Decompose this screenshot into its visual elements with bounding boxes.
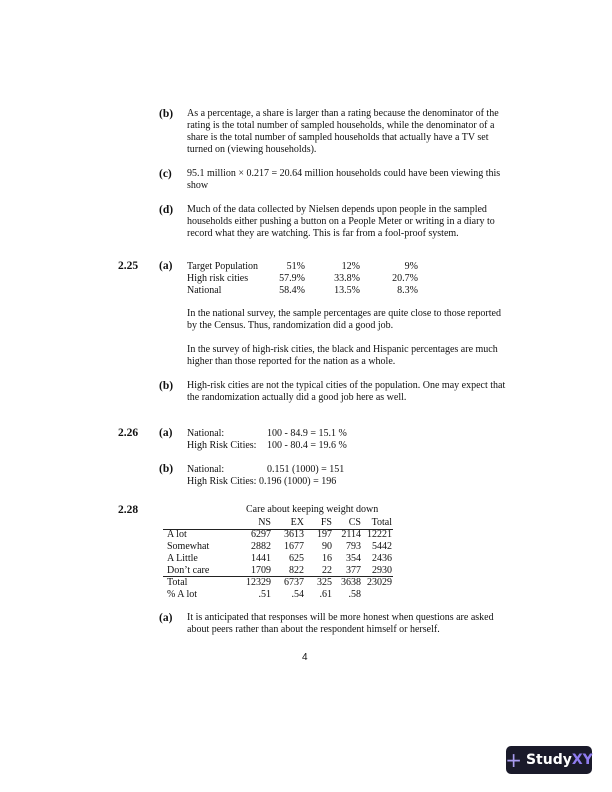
table-cell: CS <box>348 517 361 528</box>
table-cell: 8.3% <box>397 285 418 296</box>
table-cell: 1441 <box>251 553 271 564</box>
table-cell: 1677 <box>284 541 304 552</box>
table-cell: 5442 <box>372 541 392 552</box>
paragraph: 95.1 million × 0.217 = 20.64 million households could have been viewing this show <box>187 168 501 191</box>
table-cell: 377 <box>346 565 361 576</box>
table-cell: 822 <box>289 565 304 576</box>
table-cell: Total <box>371 517 392 528</box>
table-cell: A Little <box>167 553 198 564</box>
paragraph: In the national survey, the sample percentages are quite close to those reported by the Census. Thus, randomization did a good job. <box>187 308 501 331</box>
paragraph: Much of the data collected by Nielsen depends upon people in the sampled households either pushing a button on a People Meter or writing in a diary to record what they are watching. This is far from a fool-proof system. <box>187 204 495 239</box>
part-label: (c) <box>159 168 172 180</box>
table-cell: % A lot <box>167 589 198 600</box>
part-label: (b) <box>159 463 174 475</box>
paragraph: High-risk cities are not the typical cities of the population. One may expect that the randomization actually did a good job here as well. <box>187 380 506 403</box>
value: 100 - 80.4 = 19.6 % <box>267 440 347 451</box>
table-cell: 1709 <box>251 565 271 576</box>
table-cell: NS <box>258 517 271 528</box>
table-cell: Somewhat <box>167 541 210 552</box>
value: 100 - 84.9 = 15.1 % <box>267 428 347 439</box>
table-cell: 22 <box>322 565 332 576</box>
problem-number: 2.25 <box>118 260 139 272</box>
table-cell: EX <box>290 517 304 528</box>
label: National: <box>187 464 225 475</box>
table-cell: 3638 <box>341 577 361 588</box>
table-cell: 197 <box>317 529 332 540</box>
table-cell: 625 <box>289 553 304 564</box>
table-cell: 12329 <box>246 577 271 588</box>
part-label: (a) <box>159 260 173 272</box>
table-cell: .61 <box>319 589 332 600</box>
value: 0.151 (1000) = 151 <box>267 464 345 475</box>
table-cell: Target Population <box>187 261 259 272</box>
paragraph: It is anticipated that responses will be more honest when questions are asked about peers rather than about the respondent himself or herself. <box>187 612 494 635</box>
table-cell: .54 <box>291 589 304 600</box>
table-cell: 793 <box>346 541 361 552</box>
table-cell: 51% <box>286 261 305 272</box>
table-cell: Don’t care <box>167 565 210 576</box>
table-cell: 2882 <box>251 541 271 552</box>
table-cell: 354 <box>346 553 361 564</box>
paragraph: As a percentage, a share is larger than a rating because the denominator of the rating is the total number of sampled households, while the denominator of a share is the total number of sampled households that actually have a TV set turned on (viewing households). <box>187 108 499 155</box>
table-cell: 2930 <box>372 565 392 576</box>
table-cell: 23029 <box>367 577 392 588</box>
problem-number: 2.26 <box>118 427 139 439</box>
table-cell: 58.4% <box>279 285 305 296</box>
label: High Risk Cities: 0.196 (1000) = 196 <box>187 476 337 487</box>
part-label: (b) <box>159 108 174 120</box>
table-cell: 57.9% <box>279 273 305 284</box>
part-label: (a) <box>159 427 173 439</box>
plus-icon: + <box>505 748 522 772</box>
table-cell: 90 <box>322 541 332 552</box>
table-cell: 2436 <box>372 553 392 564</box>
table-cell: .58 <box>348 589 361 600</box>
table-cell: 12221 <box>367 529 392 540</box>
label: National: <box>187 428 225 439</box>
table-cell: 3613 <box>284 529 304 540</box>
table-cell: National <box>187 285 222 296</box>
table-cell: 16 <box>322 553 332 564</box>
part-label: (d) <box>159 204 174 216</box>
table-cell: High risk cities <box>187 273 249 284</box>
table-cell: 20.7% <box>392 273 418 284</box>
part-label: (a) <box>159 612 173 624</box>
table-cell: 13.5% <box>334 285 360 296</box>
table-cell: FS <box>320 517 332 528</box>
table-cell: A lot <box>167 529 187 540</box>
part-label: (b) <box>159 380 174 392</box>
table-cell: 9% <box>404 261 418 272</box>
table-cell: 325 <box>317 577 332 588</box>
label: High Risk Cities: <box>187 440 257 451</box>
table-cell: 12% <box>341 261 360 272</box>
table-cell: 33.8% <box>334 273 360 284</box>
table-cell: .51 <box>258 589 271 600</box>
problem-number: 2.28 <box>118 504 139 516</box>
page-number: 4 <box>302 652 308 663</box>
table-cell: 6297 <box>251 529 271 540</box>
table-cell: 6737 <box>284 577 304 588</box>
table-title: Care about keeping weight down <box>246 504 379 515</box>
paragraph: In the survey of high-risk cities, the black and Hispanic percentages are much higher than those reported for the nation as a whole. <box>187 344 498 367</box>
table-cell: Total <box>167 577 188 588</box>
table-cell: 2114 <box>341 529 361 540</box>
studyxy-logo: + Study XY <box>505 748 593 772</box>
